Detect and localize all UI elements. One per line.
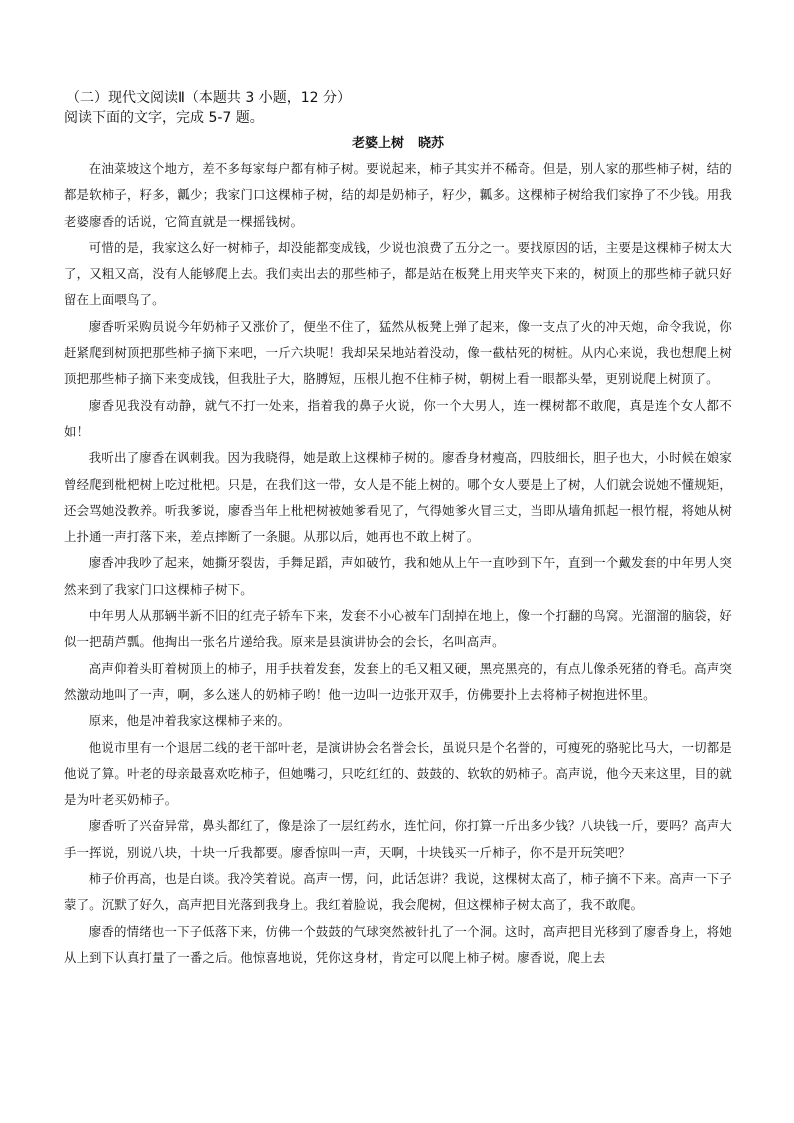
reading-instruction: 阅读下面的文字，完成 5-7 题。 xyxy=(64,110,264,126)
paragraph: 廖香听了兴奋异常，鼻头都红了，像是涂了一层红药水，连忙问，你打算一斤出多少钱？八块钱一斤，要吗？高声大手一挥说，别说八块，十块一斤我都要。廖香惊叫一声，天啊，十块钱买一斤柿子，你不是开玩笑吧？ xyxy=(64,818,732,860)
paragraph: 廖香见我没有动静，就气不打一处来，指着我的鼻子火说，你一个大男人，连一棵树都不敢爬，真是连个女人都不如！ xyxy=(64,397,732,439)
article-body xyxy=(64,156,732,971)
paragraph: 廖香冲我吵了起来，她撕牙裂齿，手舞足蹈，声如破竹，我和她从上午一直吵到下午，直到一个戴发套的中年男人突然来到了我家门口这棵柿子树下。 xyxy=(64,555,732,597)
article-title: 老婆上树 xyxy=(351,136,404,151)
paragraph: 廖香的情绪也一下子低落下来，仿佛一个鼓鼓的气球突然被针扎了一个洞。这时，高声把目光移到了廖香身上，将她从上到下认真打量了一番之后。他惊喜地说，凭你这身材，肯定可以爬上柿子树。廖香说，爬上去 xyxy=(64,923,732,965)
paragraph: 廖香听采购员说今年奶柿子又涨价了，便坐不住了，猛然从板凳上弹了起来，像一支点了火的冲天炮，命令我说，你赶紧爬到树顶把那些柿子摘下来吧，一斤六块呢！我却呆呆地站着没动，像一截枯死的树桩。从内心来说，我也想爬上树顶把那些柿子摘下来变成钱，但我肚子大，胳膊短，压根儿抱不住柿子树，朝树上看一眼都头晕，更别说爬上树顶了。 xyxy=(64,318,732,387)
exam-page xyxy=(64,88,732,971)
paragraph: 原来，他是冲着我家这棵柿子来的。 xyxy=(88,713,291,729)
paragraph: 高声仰着头盯着树顶上的柿子，用手扶着发套，发套上的毛又粗又硬，黑亮黑亮的，有点儿像杀死猪的脊毛。高声突然激动地叫了一声，啊，多么迷人的奶柿子哟！他一边叫一边张开双手，仿佛要扑上去将柿子树抱进怀里。 xyxy=(64,660,732,702)
paragraph: 在油菜坡这个地方，差不多每家每户都有柿子树。要说起来，柿子其实并不稀奇。但是，别人家的那些柿子树，结的都是软柿子，籽多，瓤少；我家门口这棵柿子树，结的却是奶柿子，籽少，瓤多。这棵柿子树给我们家挣了不少钱。用我老婆廖香的话说，它简直就是一棵摇钱树。 xyxy=(64,161,732,229)
article-heading xyxy=(64,134,732,154)
paragraph: 他说市里有一个退居二线的老干部叶老，是演讲协会名誉会长，虽说只是个名誉的，可瘦死的骆驼比马大，一切都是他说了算。叶老的母亲最喜欢吃柿子，但她嘴刁，只吃红红的、鼓鼓的、软软的奶柿子。高声说，他今天来这里，目的就是为叶老买奶柿子。 xyxy=(64,739,732,808)
article-author: 晓苏 xyxy=(418,136,445,151)
section-title: （二）现代文阅读Ⅱ（本题共 3 小题，12 分） xyxy=(66,90,351,106)
paragraph: 柿子价再高，也是白谈。我冷笑着说。高声一愣，问，此话怎讲？我说，这棵树太高了，柿子摘不下来。高声一下子蒙了。沉默了好久，高声把目光落到我身上。我红着脸说，我会爬树，但这棵柿子树太高了，我不敢爬。 xyxy=(64,871,732,913)
paragraph: 可惜的是，我家这么好一树柿子，却没能都变成钱，少说也浪费了五分之一。要找原因的话，主要是这棵柿子树太大了，又粗又高，没有人能够爬上去。我们卖出去的那些柿子，都是站在板凳上用夹竿夹下来的，树顶上的那些柿子就只好留在上面喂鸟了。 xyxy=(64,239,732,308)
paragraph: 我听出了廖香在讽刺我。因为我晓得，她是敢上这棵柿子树的。廖香身材瘦高，四肢细长，胆子也大，小时候在娘家曾经爬到枇杷树上吃过枇杷。只是，在我们这一带，女人是不能上树的。哪个女人要是上了树，人们就会说她不懂规矩，还会骂她没教养。听我爹说，廖香当年上枇杷树被她爹看见了，气得她爹火冒三丈，当即从墙角抓起一根竹棍，将她从树上扑通一声打落下来，差点摔断了一条腿。从那以后，她再也不敢上树了。 xyxy=(64,450,732,545)
paragraph: 中年男人从那辆半新不旧的红壳子轿车下来，发套不小心被车门刮掉在地上，像一个打翻的鸟窝。光溜溜的脑袋，好似一把葫芦瓢。他掏出一张名片递给我。原来是县演讲协会的会长，名叫高声。 xyxy=(64,608,732,650)
